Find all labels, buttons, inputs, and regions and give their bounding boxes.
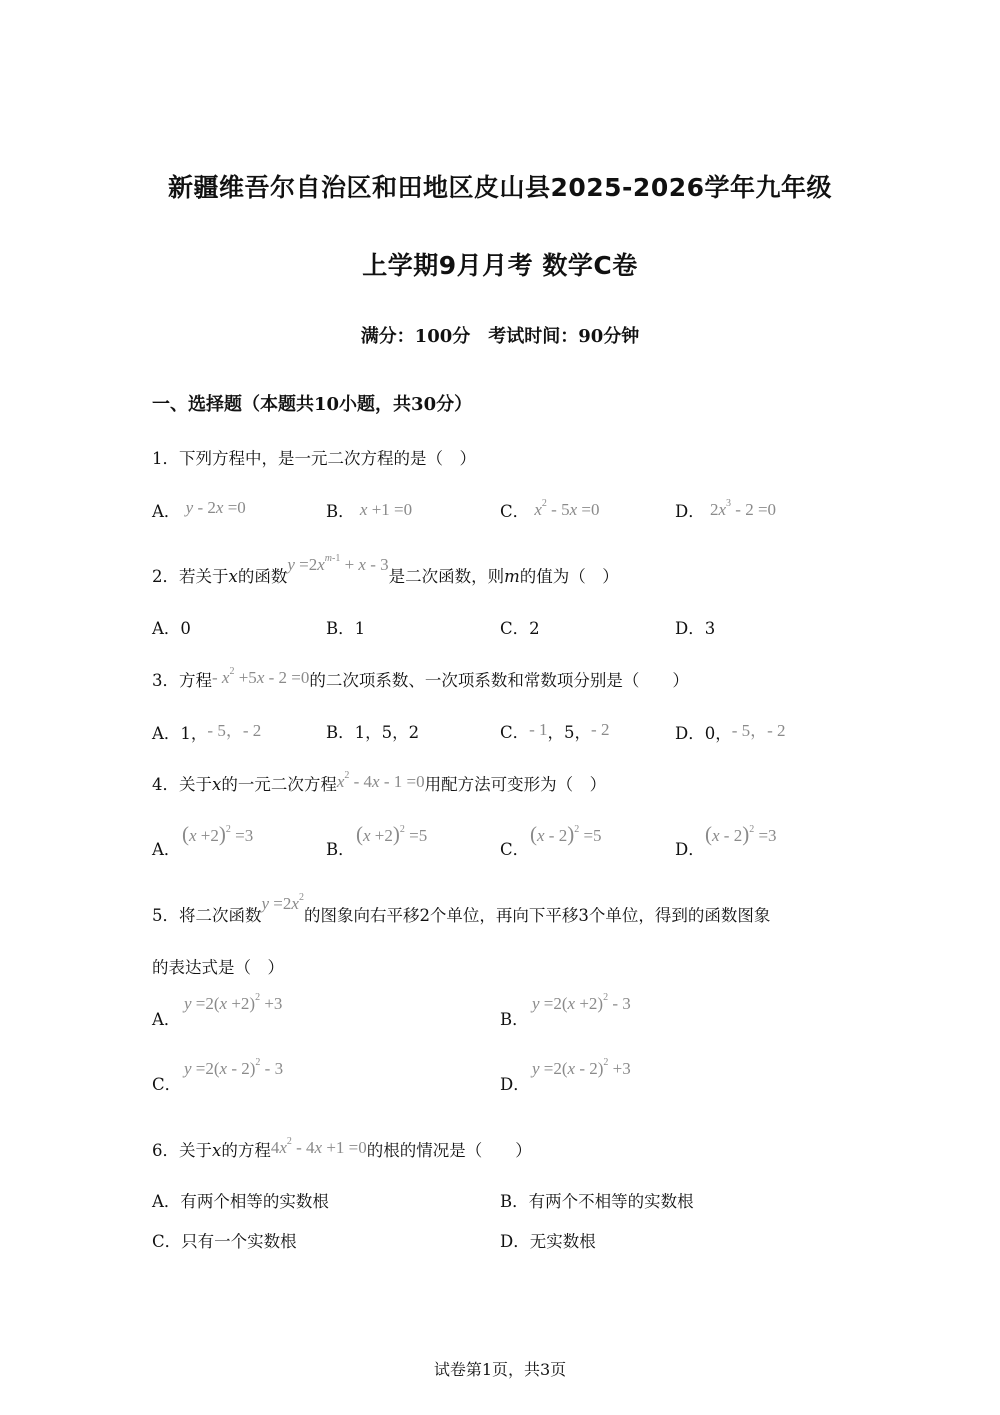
q2-var-m: m: [504, 567, 520, 586]
q2-var-x: x: [228, 567, 238, 586]
q3-option-b: B．1，5，2: [326, 723, 420, 742]
q4-option-a-math: $(x +2)^2 =3$: [182, 822, 254, 846]
q5-option-c-math: y =2(x - 2)$^2$ - 3: [184, 1057, 284, 1078]
q1-option-a-math: y - 2x =0: [185, 498, 246, 517]
q4-option-d: [675, 822, 777, 860]
q6-text-pre: 6．关于: [152, 1141, 212, 1160]
q2-text-mid: 的函数: [237, 567, 288, 586]
q6-option-a: A．有两个相等的实数根: [152, 1192, 329, 1211]
q3-option-a: [152, 719, 261, 744]
q3-option-c: [500, 719, 609, 743]
q3-option-c-math1: - 1: [529, 720, 548, 739]
q1-option-a: [152, 498, 246, 522]
q5-option-a-label: A．: [152, 1010, 181, 1029]
q1-option-d: [675, 498, 776, 522]
q3-text-post: 的二次项系数、一次项系数和常数项分别是（ ）: [309, 671, 689, 690]
q4-option-b-math: $(x +2)^2 =5$: [356, 822, 428, 846]
q6-text-post: 的根的情况是（ ）: [366, 1141, 532, 1160]
q4-option-d-math: (x - 2)$^2$ =3: [705, 822, 777, 846]
section-heading: 一、选择题（本题共10小题，共30分）: [152, 394, 473, 415]
question-5-stem: [152, 892, 771, 926]
q4-text-post: 用配方法可变形为（ ）: [424, 775, 607, 794]
q5-formula: $y =2x^2$: [261, 892, 304, 913]
q4-option-b-label: B．: [326, 840, 355, 859]
q4-formula: $x^2 - 4x - 1 =0$: [336, 770, 425, 791]
q2-text-post2: 的值为（ ）: [519, 567, 619, 586]
q4-option-a-label: A．: [152, 840, 181, 859]
q6-text-mid: 的方程: [221, 1141, 271, 1160]
exam-title-line2: 上学期9月月考 数学C卷: [362, 251, 638, 280]
q5-option-c: [152, 1057, 284, 1095]
question-1-stem: 1．下列方程中，是一元二次方程的是（ ）: [152, 449, 476, 468]
q4-option-a: [152, 822, 254, 860]
q4-text-pre: 4．关于: [152, 775, 212, 794]
q1-option-c-label: C．: [500, 502, 530, 521]
q3-formula: - $x^2 +5x - 2 =0$: [212, 666, 310, 687]
q1-option-c: [500, 498, 599, 522]
q3-option-a-label: A．1，: [152, 724, 208, 743]
q3-text-pre: 3．方程: [152, 671, 212, 690]
q1-option-a-label: A．: [152, 502, 181, 521]
question-2-stem: [152, 553, 619, 587]
question-6-stem: [152, 1137, 532, 1161]
q6-option-c: C．只有一个实数根: [152, 1232, 297, 1251]
exam-score-time: 满分：100分 考试时间：90分钟: [360, 326, 640, 347]
q2-option-c: C．2: [500, 619, 540, 638]
q2-text-pre: 2．若关于: [152, 567, 229, 586]
page-footer: 试卷第1页，共3页: [433, 1360, 567, 1379]
q4-option-b: [326, 822, 428, 860]
q6-option-d: D．无实数根: [500, 1232, 596, 1251]
question-4-stem: [152, 771, 606, 795]
q4-var-x: x: [212, 775, 222, 794]
q5-option-b-label: B．: [500, 1010, 529, 1029]
q1-option-b: [326, 498, 412, 522]
q3-option-d: [675, 719, 786, 744]
q4-option-c: [500, 822, 602, 860]
q6-option-b: B．有两个不相等的实数根: [500, 1192, 694, 1211]
q5-option-d-label: D．: [500, 1075, 530, 1094]
q4-option-d-label: D．: [675, 840, 705, 859]
q5-text-post: 的图象向右平移2个单位，再向下平移3个单位，得到的函数图象: [303, 906, 771, 925]
q1-option-b-label: B．: [326, 502, 355, 521]
q3-option-c-mid: ，5，: [547, 723, 592, 742]
q1-option-d-label: D．: [675, 502, 705, 521]
q5-option-a: [152, 992, 283, 1030]
q1-option-b-math: x +1 =0: [359, 500, 413, 519]
q4-option-c-math: (x - 2)$^2$ =5: [530, 822, 602, 846]
q2-option-d: D．3: [675, 619, 716, 638]
q2-option-b: B．1: [326, 619, 366, 638]
q5-option-d: [500, 1057, 631, 1095]
q4-text-mid: 的一元二次方程: [221, 775, 337, 794]
q4-option-c-label: C．: [500, 840, 530, 859]
q6-var-x: x: [212, 1141, 222, 1160]
question-5-stem-line2: 的表达式是（ ）: [152, 958, 284, 977]
q2-option-a: A．0: [152, 619, 191, 638]
exam-title-line1: 新疆维吾尔自治区和田地区皮山县2025-2026学年九年级: [167, 173, 833, 202]
q2-formula: $y =2x^{m-1} + x - 3$: [287, 553, 389, 574]
q3-option-a-math: - 5，- 2: [207, 721, 262, 740]
q5-option-c-label: C．: [152, 1075, 182, 1094]
q3-option-d-math: - 5，- 2: [731, 721, 786, 740]
q5-option-a-math: $y =2(x +2)^2 +3$: [184, 992, 283, 1013]
q5-text-pre: 5．将二次函数: [152, 906, 262, 925]
q1-option-d-math: $2x^3 - 2 =0$: [709, 498, 777, 519]
q1-option-c-math: $x^2 - 5x =0$: [534, 498, 600, 519]
q5-option-b: [500, 992, 631, 1030]
q5-option-b-math: $y =2(x +2)^2 - 3$: [532, 992, 631, 1013]
question-3-stem: [152, 667, 689, 691]
q6-formula: $4x^2 - 4x +1 =0$: [270, 1136, 367, 1157]
q5-option-d-math: y =2(x - 2)$^2$ +3: [532, 1057, 631, 1078]
q2-text-post1: 是二次函数，则: [388, 567, 505, 586]
q3-option-c-math2: - 2: [591, 720, 610, 739]
q3-option-c-label: C．: [500, 723, 530, 742]
q3-option-d-label: D．0，: [675, 724, 732, 743]
